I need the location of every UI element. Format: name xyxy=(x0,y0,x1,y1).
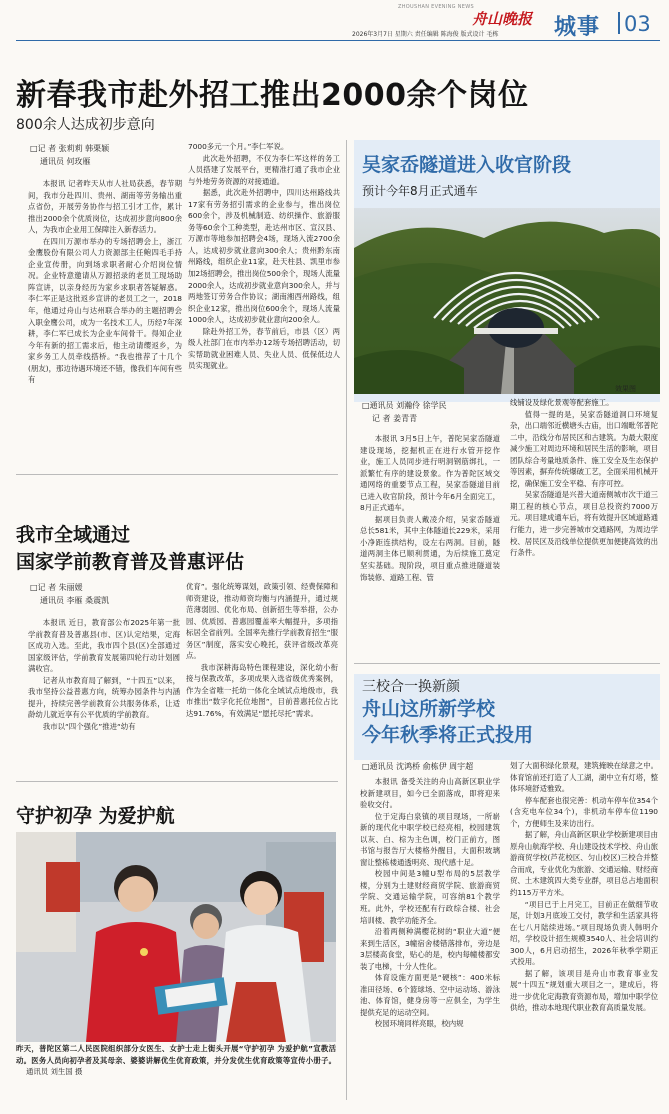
tunnel-headline: 吴家岙隧道进入收官阶段 xyxy=(362,154,572,176)
divider xyxy=(354,663,660,664)
tunnel-byline xyxy=(362,399,447,425)
paragraph: 本报讯 记者昨天从市人社局获悉，春节期间，我市分赴四川、贵州、湖南等劳务输出重点省份，开展劳务协作与招工引才工作，累计推出2000余个优质岗位，达成初步意向800余人，为我市企业用工保障注入新春活力。 xyxy=(28,179,182,235)
divider xyxy=(16,474,338,475)
paragraph: 除赴外招工外，春节前后，市县（区）两级人社部门在市内举办12场专场招聘活动，切实帮助就业困难人员、失业人员、低保低边人员实现就业。 xyxy=(188,326,340,371)
paragraph: 校园环境同样亮眼，校内规 xyxy=(374,1019,464,1029)
paragraph: 吴家岙隧道是兴普大道南侧城市次干道三期工程的核心节点，项目总投资约7000万元。项目建成通车后，将有效提升区域道路通行能力，进一步完善城市交通路网，为周边学校、居民区及沿线单位提供更加便捷高效的出行条件。 xyxy=(510,490,658,558)
school-body-col2 xyxy=(510,760,658,1106)
paragraph: 在四川万源市举办的专场招聘会上，浙江金鹰股份有限公司人力资源部主任鲍四毛手持企业宣传册，向到场求职者耐心介绍岗位情况。企业特意邀请从万源招录的老员工现场助阵宣讲，以亲身经历为家乡求职者答疑解惑。李仁军正是这批返乡宣讲的老员工之一，2018年，他通过舟山与达州联合举办的主题招聘会入职金鹰公司，成为一名技术工人，历经7年深耕，李仁军已成长为企业车间骨干。得知企业今年有新的招工需求后，他主动请缨返乡，为家乡务工人员牵线搭桥。“我也推荐了十几个(朋友)，那边待遇环境还不错，像我们车间有些有 xyxy=(28,236,182,385)
preschool-headline xyxy=(16,522,244,576)
lead-body-col1 xyxy=(28,178,182,460)
paragraph: 据悉，此次赴外招聘中，四川达州路线共17家有劳务招引需求的企业参与，推出岗位600余个，涉及机械制造、纺织操作、旅游服务等60余个工种类型，赴达州市区、宣汉县、万源市等地参加招聘会4场，现场入流2700余人，达成初步就业意向300余人；贵州黔东南州路线，组织企业11家，赴天柱县、凯里市参加2场招聘会，推出岗位500余个，现场人流量2000余人，达成初步就业意向300余人，并与两地签订劳务合作协议；湖南湘西州路线，组织企业12家，推出岗位600余个，现场人流量1000余人，达成初步就业意向200余人。 xyxy=(188,188,340,325)
header-rule xyxy=(16,40,660,41)
site-name-en: ZHOUSHAN EVENING NEWS xyxy=(398,4,474,10)
lead-headline: 新春我市赴外招工推出2000余个岗位 xyxy=(16,78,529,113)
paragraph: 沿着两侧种满樱花树的“职业大道”便来到生活区，3幢宿舍楼错落排布，旁边是3层楼高食堂，贴心的是，校内每幢楼都安装了电梯，十分人性化。 xyxy=(360,927,500,971)
paragraph: 此次赴外招聘，不仅为李仁军这样的务工人员搭建了发展平台，更精准打通了我市企业与外地劳务资源的对接通道。 xyxy=(188,153,340,186)
photo-author: 通讯员 刘生国 摄 xyxy=(26,1067,83,1076)
page-divider xyxy=(618,12,620,34)
newspaper-logo: 舟山晚报 xyxy=(472,10,533,28)
tunnel-rendering-image xyxy=(354,208,660,394)
paragraph: 记者从市教育局了解到，“十四五”以来，我市坚持公益普惠方向，统筹办园条件与内涵提升，持续完善学前教育公共服务体系，让适龄幼儿就近享有公平优质的学前教育。 xyxy=(28,675,180,720)
event-photo xyxy=(16,832,336,1042)
paragraph: 我市以“四个强化”推进“幼有 xyxy=(42,721,136,731)
photo-caption xyxy=(16,1043,336,1078)
paragraph: 我市深耕海岛特色课程建设，深化幼小衔接与保教改革，多项成果入选省级优秀案例，作为全省唯一托幼一体化全域试点地级市，我市推出“数字化托位地图”，目前普惠托位占比达91.76%，有效满足“愿托尽托”需求。 xyxy=(186,662,338,719)
tunnel-body-col2 xyxy=(510,397,658,645)
lead-subheadline: 800余人达成初步意向 xyxy=(16,117,155,133)
paragraph: 值得一提的是，吴家岙隧道洞口环境复杂，出口端邻近横塘头古庙，出口端毗邻普陀二中，沿线分布居民区和古建筑。为最大限度减少施工对周边环境和居民生活的影响，项目团队综合考量地质条件、施工安全及生态保护等因素，摒弃传统爆破工艺，全面采用机械开挖，确保施工安全平稳、有序可控。 xyxy=(510,409,658,488)
school-kicker: 三校合一换新颜 xyxy=(362,679,460,695)
photo-story-headline: 守护初孕 为爱护航 xyxy=(16,805,175,827)
school-headline-line2: 今年秋季将正式投用 xyxy=(362,724,534,746)
paragraph: 线铺设及绿化景观等配套施工。 xyxy=(510,398,614,407)
paragraph: 位于定海白泉镇的项目现场，一所崭新的现代化中职学校已经亮相，校园建筑以灰、白、棕为主色调，校门正前方，图书馆与报告厅大楼格外醒目，大面积玻璃窗让整栋楼通透明亮、现代感十足。 xyxy=(360,811,500,867)
paragraph: “项目已于上月完工，目前正在做细节收尾，计划3月底竣工交付，教学和生活家具将在七八月陆续进场。”项目现场负责人韩明介绍，学校设计招生规模3540人、社会培训约300人，6月启动招生，2026年秋季学期正式投用。 xyxy=(510,899,658,967)
column-divider xyxy=(346,140,347,1100)
paragraph: 本报讯 近日，教育部公布2025年第一批学前教育普及普惠县(市、区)认定结果，定海区成功入选。至此，我市四个县(区)全部通过国家级评估，学前教育发展第四轮行动计划圆满收官。 xyxy=(28,618,180,674)
paragraph: 划了大面积绿化景观，建筑掩映在绿意之中。体育馆前还打造了人工湖，湖中立有灯塔，整体环境舒适雅致。 xyxy=(510,761,658,794)
paragraph: 据项目负责人戴凌介绍，吴家岙隧道总长581米，其中主体隧道长229米，采用小净距连拱结构，设左右两洞。目前，隧道两洞主体已顺利贯通，为后续施工奠定坚实基础。现阶段，项目重点推进隧道装饰装修、道路工程、管 xyxy=(360,514,500,582)
paragraph: 本报讯 备受关注的舟山高新区职业学校新建项目，如今已全面落成，即将迎来验收交付。 xyxy=(360,777,500,810)
school-body-col1 xyxy=(360,776,500,1106)
tunnel-byline-correspondent: □通讯员 刘瀚伶 徐学民 xyxy=(362,401,447,410)
paragraph: 7000多元一个月。”李仁军说。 xyxy=(188,142,289,151)
lead-byline-correspondent: 通讯员 何玫雁 xyxy=(40,157,91,166)
paragraph: 校园中间是3幢U型布局的5层教学楼，分别为土建财经商贸学院、旅游商贸学院、交通运输学院，可容纳81个教学班。此外，学校还配有行政综合楼、社会培训楼、教学功能齐全。 xyxy=(360,869,500,925)
school-byline: □通讯员 沈鸿桥 俞栋伊 周宇超 xyxy=(362,762,474,771)
paragraph: 优育”。强化统筹谋划，政策引领、经费保障和师资建设，推动师资均衡与内涵提升，通过规范薄弱园、优化布局、创新招生等举措，公办园、优质园、普惠园覆盖率大幅提升，多项指标居全省前列。全国率先推行学前教育招生“服务区”制度，落实安心晚托，获评省级改革亮点。 xyxy=(186,582,338,661)
preschool-byline-correspondent: 通讯员 李雁 桑震凯 xyxy=(40,596,110,605)
preschool-body-col2 xyxy=(186,581,338,771)
preschool-headline-line2: 国家学前教育普及普惠评估 xyxy=(16,551,245,573)
page-number: 03 xyxy=(624,12,651,36)
paragraph: 据了解，该项目是舟山市教育事业发展“十四五”规划重大项目之一，建成后，将进一步优化定海教育资源布局，增加中职学位供给，推动本地现代职业教育高质量发展。 xyxy=(510,968,658,1013)
preschool-byline-reporter: □记 者 朱丽媛 xyxy=(30,583,83,592)
paragraph: 据了解，舟山高新区职业学校新建项目由原舟山航海学校、舟山建设技术学校、舟山旅游商贸学校(芦花校区、匀山校区)三校合并整合而成，专业优化为旅游、交通运输、财经商贸、土木建筑四大类专业群，项目总占地面积约115万平方米。 xyxy=(510,830,658,898)
tunnel-body-col1 xyxy=(360,433,500,645)
image-credit: 效果图 xyxy=(615,385,636,393)
paragraph: 体育设施方面更是“硬核”：400米标准田径场、6个篮球场、空中运动场、游泳池、体育馆，健身房等一应俱全，为学生提供充足的运动空间。 xyxy=(360,973,500,1017)
lead-byline-reporter: □记 者 张莉莉 韩栗颖 xyxy=(30,144,110,153)
photo-caption-text: 昨天，普陀区第二人民医院组织部分女医生、女护士走上街头开展“守护初孕 为爱护航”宣教活动。医务人员向初孕者及其母亲、婆婆讲解优生优育政策，并分发优生优育政策等宣传小册子。 xyxy=(16,1044,336,1065)
tunnel-byline-reporter: 记 者 姜青青 xyxy=(372,414,418,423)
preschool-byline xyxy=(30,581,109,607)
lead-body-col2 xyxy=(188,141,340,459)
preschool-headline-line1: 我市全域通过 xyxy=(16,524,131,546)
paragraph: 本报讯 3月5日上午，普陀吴家岙隧道建设现场，挖掘机正在进行水管开挖作业，施工人员同步进行明洞钢筋绑扎，一派繁忙有序的建设景象。作为普陀区域交通网络的重要节点工程，吴家岙隧道目前已进入收官阶段，预计今年6月全面完工，8月正式通车。 xyxy=(360,434,500,513)
preschool-body-col1 xyxy=(28,617,180,769)
paragraph: 停车配套也很完善：机动车停车位354个(含充电车位34个)，非机动车停车位1190个，方便师生及来访出行。 xyxy=(510,795,658,828)
dateline: 2026年3月7日 星期六 责任编辑 陈海俊 版式设计 毛栋 xyxy=(352,31,499,38)
divider xyxy=(16,781,338,782)
school-headline-line1: 舟山这所新学校 xyxy=(362,698,496,720)
section-title: 城事 xyxy=(554,15,601,40)
lead-byline xyxy=(30,142,109,168)
tunnel-subheadline: 预计今年8月正式通车 xyxy=(362,184,478,198)
